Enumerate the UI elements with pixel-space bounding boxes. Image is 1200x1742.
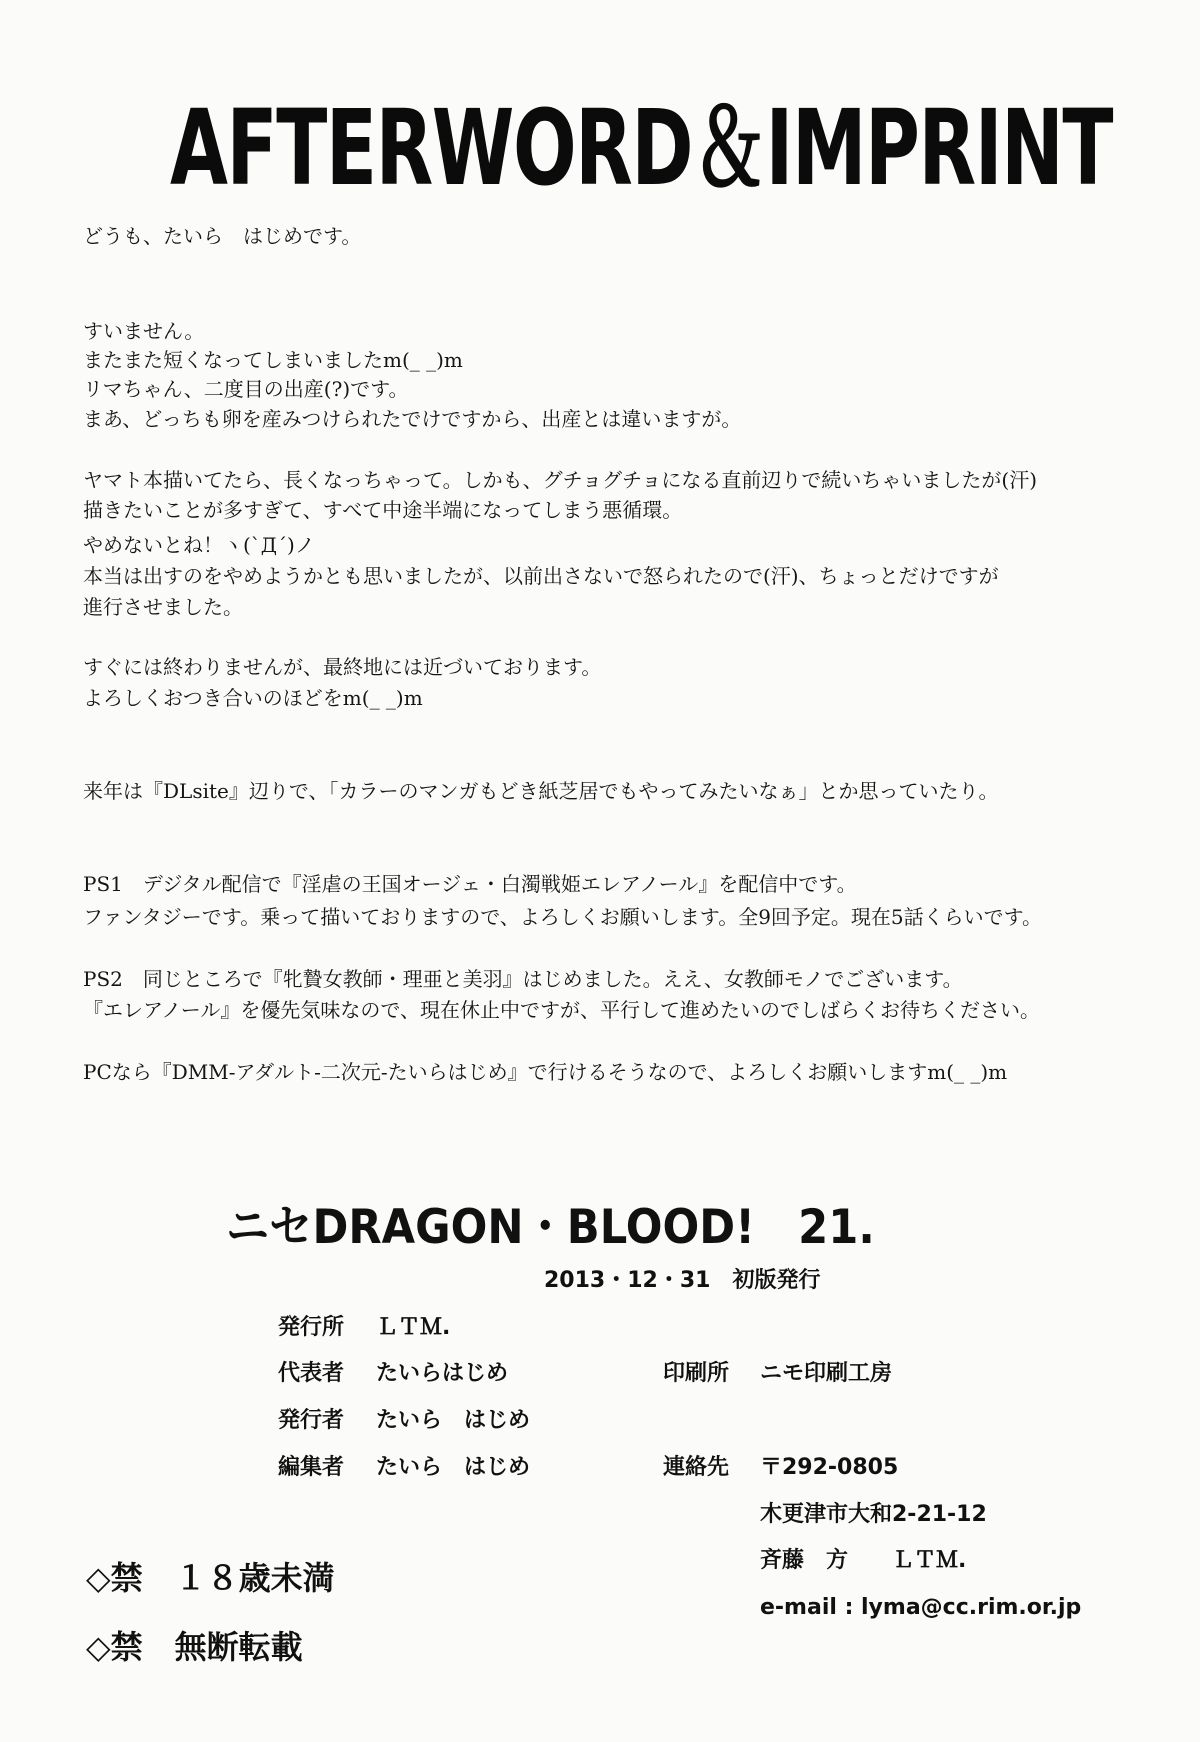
afterword-line: 本当は出すのをやめようかとも思いましたが、以前出さないで怒られたので(汗)、ちょっとだけですが	[83, 564, 999, 588]
contact-address: 木更津市大和2-21-12	[760, 1502, 987, 1527]
afterword-line: 進行させました。	[83, 595, 243, 619]
afterword-line: ヤマト本描いてたら、長くなっちゃって。しかも、グチョグチョになる直前辺りで続いちゃいましたが(汗)	[83, 468, 1038, 492]
afterword-line: まあ、どっちも卵を産みつけられたでけですから、出産とは違いますが。	[83, 407, 742, 431]
afterword-line: PS1 デジタル配信で『淫虐の王国オージェ・白濁戦姫エレアノール』を配信中です。	[83, 872, 857, 896]
page-heading: AFTERWORD＆IMPRINT	[170, 87, 1112, 209]
afterword-line: やめないとね！ヽ(`Д´)ノ	[83, 533, 315, 557]
issuer-label: 発行者	[278, 1408, 345, 1433]
issuer-value: たいら はじめ	[376, 1408, 531, 1433]
afterword-line: すぐには終わりませんが、最終地には近づいております。	[83, 655, 602, 679]
printer-value: ニモ印刷工房	[760, 1361, 893, 1386]
afterword-line: リマちゃん、二度目の出産(?)です。	[83, 377, 409, 401]
age-restriction-notice: ◇禁 １８歳未満	[86, 1559, 335, 1597]
representative-value: たいらはじめ	[376, 1361, 509, 1386]
contact-postal: 〒292-0805	[760, 1455, 899, 1480]
editor-value: たいら はじめ	[376, 1455, 531, 1480]
afterword-line: 『エレアノール』を優先気味なので、現在休止中ですが、平行して進めたいのでしばらくお待ちください。	[83, 998, 1040, 1022]
afterword-line: またまた短くなってしまいましたm(_ _)m	[83, 348, 463, 372]
imprint-title: ニセDRAGON・BLOOD! 21.	[226, 1200, 875, 1255]
afterword-line: どうも、たいら はじめです。	[83, 224, 362, 248]
afterword-line: 描きたいことが多すぎて、すべて中途半端になってしまう悪循環。	[83, 498, 683, 522]
printer-label: 印刷所	[663, 1361, 730, 1386]
afterword-line: PS2 同じところで『牝贄女教師・理亜と美羽』はじめました。ええ、女教師モノでございます。	[83, 967, 963, 991]
publisher-value: ＬＴＭ.	[376, 1315, 451, 1340]
contact-label: 連絡先	[663, 1455, 730, 1480]
publisher-label: 発行所	[278, 1315, 345, 1340]
representative-label: 代表者	[278, 1361, 345, 1386]
afterword-line: 来年は『DLsite』辺りで、「カラーのマンガもどき紙芝居でもやってみたいなぁ」とか思っていたり。	[83, 779, 999, 803]
editor-label: 編集者	[278, 1455, 345, 1480]
afterword-line: すいません。	[83, 319, 205, 343]
reproduction-notice: ◇禁 無断転載	[86, 1628, 303, 1666]
issue-date: 2013・12・31 初版発行	[544, 1268, 821, 1293]
afterword-line: PCなら『DMM-アダルト-二次元-たいらはじめ』で行けるそうなので、よろしくお願いしますm(_ _)m	[83, 1060, 1008, 1084]
contact-name: 斉藤 方 ＬＴＭ.	[760, 1548, 967, 1573]
afterword-line: ファンタジーです。乗って描いておりますので、よろしくお願いします。全9回予定。現在5話くらいです。	[83, 905, 1043, 929]
afterword-line: よろしくおつき合いのほどをm(_ _)m	[83, 686, 423, 710]
contact-email[interactable]: e-mail : lyma@cc.rim.or.jp	[760, 1595, 1082, 1620]
